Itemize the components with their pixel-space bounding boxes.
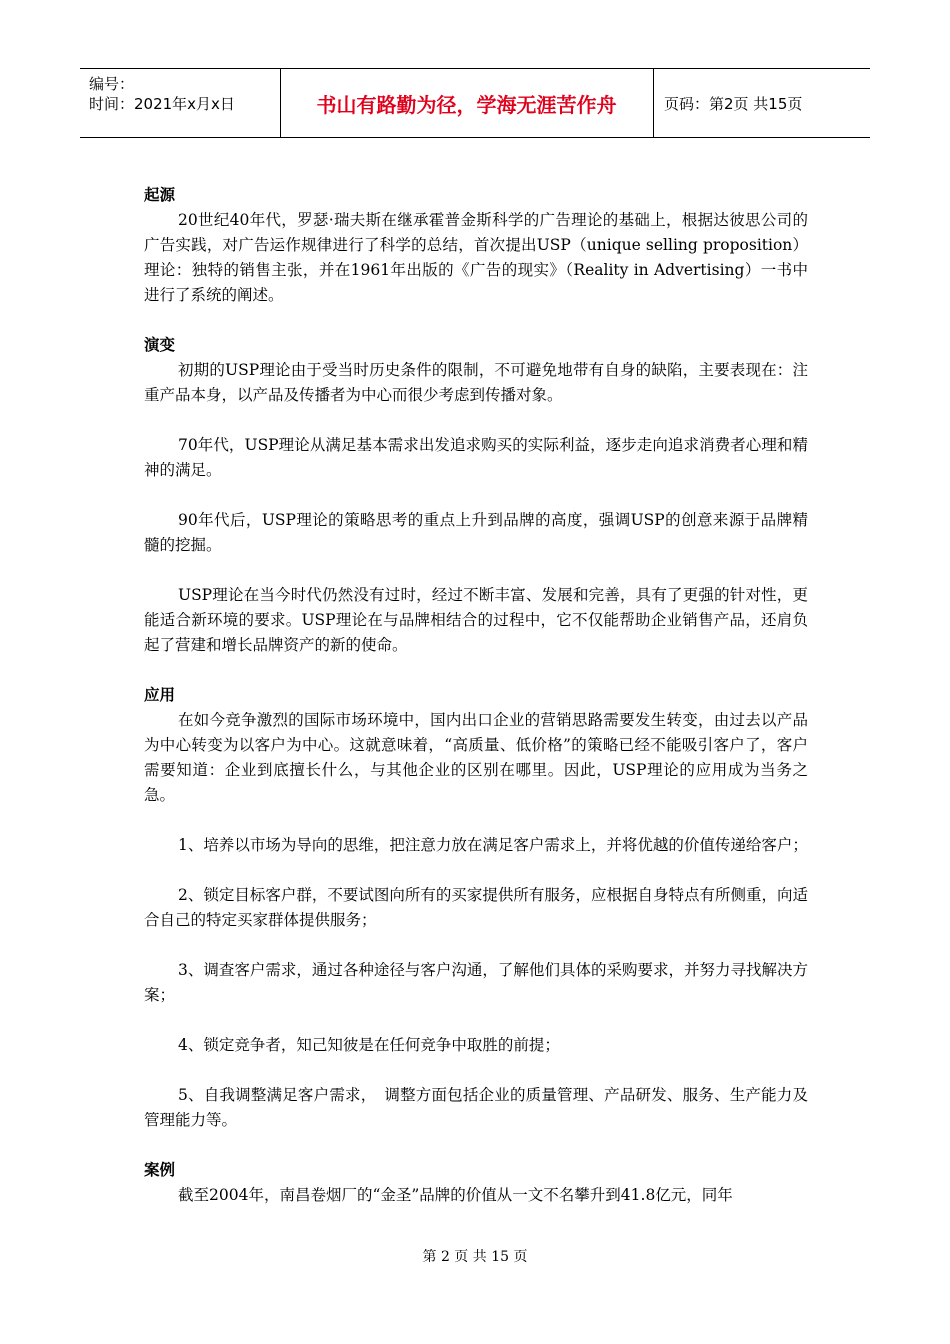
section-title-application: 应用 — [144, 686, 176, 704]
paragraph: 在如今竞争激烈的国际市场环境中，国内出口企业的营销思路需要发生转变，由过去以产品为中心转变为以客户为中心。这就意味着，“高质量、低价格”的策略已经不能吸引客户了，客户需要知道：企业到底擅长什么，与其他企业的区别在哪里。因此，USP理论的应用成为当务之急。 — [144, 711, 808, 804]
paragraph: 70年代，USP理论从满足基本需求出发追求购买的实际利益，逐步走向追求消费者心理和精神的满足。 — [144, 436, 808, 479]
list-item: 4、锁定竞争者，知己知彼是在任何竞争中取胜的前提； — [178, 1036, 560, 1054]
header-page-info: 页码：第2页 共15页 — [664, 94, 803, 113]
paragraph: 截至2004年，南昌卷烟厂的“金圣”品牌的价值从一文不名攀升到41.8亿元，同年 — [178, 1186, 733, 1204]
paragraph: USP理论在当今时代仍然没有过时，经过不断丰富、发展和完善，具有了更强的针对性，更能适合新环境的要求。USP理论在与品牌相结合的过程中，它不仅能帮助企业销售产品，还肩负起了营建和增长品牌资产的新的使命。 — [144, 586, 808, 654]
section-title-origin: 起源 — [144, 186, 176, 204]
paragraph: 90年代后，USP理论的策略思考的重点上升到品牌的高度，强调USP的创意来源于品牌精髓的挖掘。 — [144, 511, 808, 554]
list-item: 1、培养以市场为导向的思维，把注意力放在满足客户需求上，并将优越的价值传递给客户； — [178, 836, 808, 854]
section-title-evolution: 演变 — [144, 336, 176, 354]
header-motto: 书山有路勤为径，学海无涯苦作舟 — [316, 92, 617, 117]
number-label: 编号： — [89, 75, 135, 93]
time-label: 时间：2021年x月x日 — [89, 95, 235, 113]
list-item: 5、自我调整满足客户需求， 调整方面包括企业的质量管理、产品研发、服务、生产能力及管理能力等。 — [144, 1086, 808, 1129]
header-divider — [653, 69, 654, 137]
list-item: 2、锁定目标客户群，不要试图向所有的买家提供所有服务，应根据自身特点有所侧重，向适合自己的特定买家群体提供服务； — [144, 886, 808, 929]
header-meta — [89, 74, 235, 114]
paragraph: 初期的USP理论由于受当时历史条件的限制，不可避免地带有自身的缺陷，主要表现在：注重产品本身，以产品及传播者为中心而很少考虑到传播对象。 — [144, 361, 808, 404]
section-title-case: 案例 — [144, 1161, 176, 1179]
page-footer: 第 2 页 共 15 页 — [422, 1249, 528, 1265]
document-body — [144, 183, 808, 1208]
paragraph: 20世纪40年代，罗瑟·瑞夫斯在继承霍普金斯科学的广告理论的基础上，根据达彼思公司的广告实践，对广告运作规律进行了科学的总结，首次提出USP（unique selling proposition）理论：独特的销售主张，并在1961年出版的《广告的现实》（Reality in Advertising）一书中进行了系统的阐述。 — [144, 211, 808, 304]
header-table — [80, 68, 870, 138]
list-item: 3、调查客户需求，通过各种途径与客户沟通，了解他们具体的采购要求，并努力寻找解决方案； — [144, 961, 808, 1004]
